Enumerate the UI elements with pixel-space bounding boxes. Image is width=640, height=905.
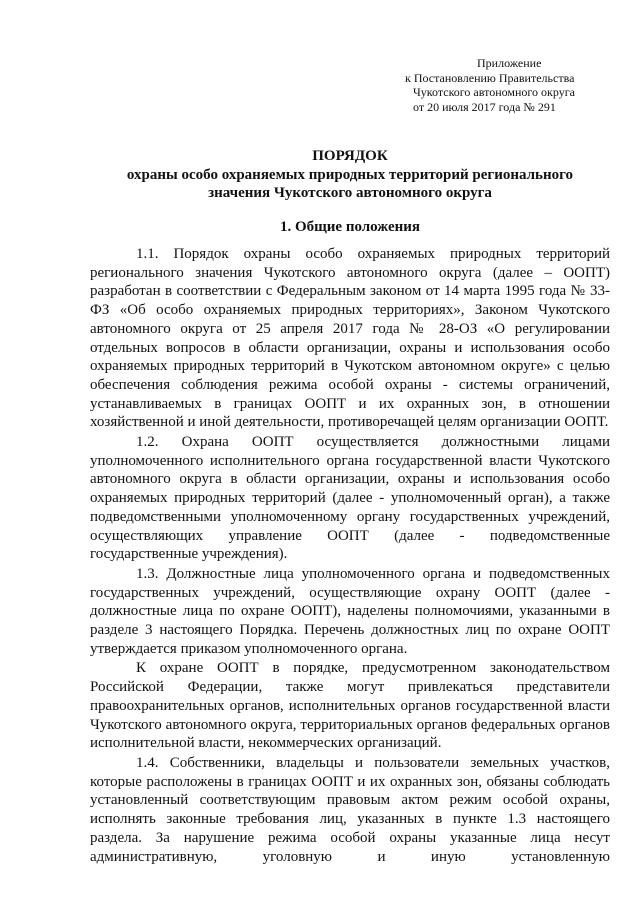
appendix-region: Чукотского автономного округа (413, 85, 575, 99)
appendix-block (405, 56, 615, 114)
paragraph-1-3-cont: К охране ООПТ в порядке, предусмотренном законодательством Российской Федерации, также могут привлекаться представители правоохранительных органов, исполнительных органов государственной власти Чукотского автономного округа, территориальных органов федеральных органов исполнительной власти, некоммерческих организаций. (90, 660, 610, 752)
appendix-resolution: к Постановлению Правительства (405, 70, 575, 85)
section-heading: 1. Общие положения (279, 219, 421, 235)
appendix-date-number: от 20 июля 2017 года № 291 (413, 99, 556, 114)
title-line-2: охраны особо охраняемых природных территорий регионального (126, 166, 574, 183)
paragraph-1-1: 1.1. Порядок охраны особо охраняемых природных территорий регионального значения Чукотского автономного округа (далее – ООПТ) разработан в соответствии с Федеральным законом от 14 марта 1995 года № 33-ФЗ «Об особо охраняемых природных территориях», Законом Чукотского автономного округа от 25 апреля 2017 года № 28-ОЗ «О регулировании отдельных вопросов в области организации, охраны и использования особо охраняемых природных территорий в Чукотском автономном округе» с целью обеспечения соблюдения режима особой охраны - системы ограничений, устанавливаемых в границах ООПТ и их охранных зон, в отношении хозяйственной и иной деятельности, противоречащей целям организации ООПТ. (90, 246, 610, 431)
title-line-1: ПОРЯДОК (312, 148, 388, 164)
document-title (90, 147, 610, 203)
document-body (90, 245, 610, 866)
paragraph-1-3: 1.3. Должностные лица уполномоченного органа и подведомственных государственных учреждений, осуществляющие охрану ООПТ (далее - должностные лица по охране ООПТ), наделены полномочиями, указанными в разделе 3 настоящего Порядка. Перечень должностных лиц по охране ООПТ утверждается приказом уполномоченного органа. (90, 565, 610, 657)
paragraph-1-2: 1.2. Охрана ООПТ осуществляется должностными лицами уполномоченного исполнительного органа государственной власти Чукотского автономного округа в области организации, охраны и использования особо охраняемых природных территорий (далее - уполномоченный орган), а также подведомственными уполномоченному органу государственных учреждений, осуществляющих управление ООПТ (далее - подведомственные государственные учреждения). (90, 434, 610, 563)
paragraph-1-4: 1.4. Собственники, владельцы и пользователи земельных участков, которые расположены в границах ООПТ и их охранных зон, обязаны соблюдать установленный соответствующим правовым актом режим особой охраны, исполнять законные требования лиц, указанных в пункте 1.3 настоящего раздела. За нарушение режима особой охраны указанные лица несут административную, уголовную и иную установленную (90, 754, 610, 865)
title-line-3: значения Чукотского автономного округа (208, 185, 492, 201)
appendix-label: Приложение (477, 56, 542, 70)
